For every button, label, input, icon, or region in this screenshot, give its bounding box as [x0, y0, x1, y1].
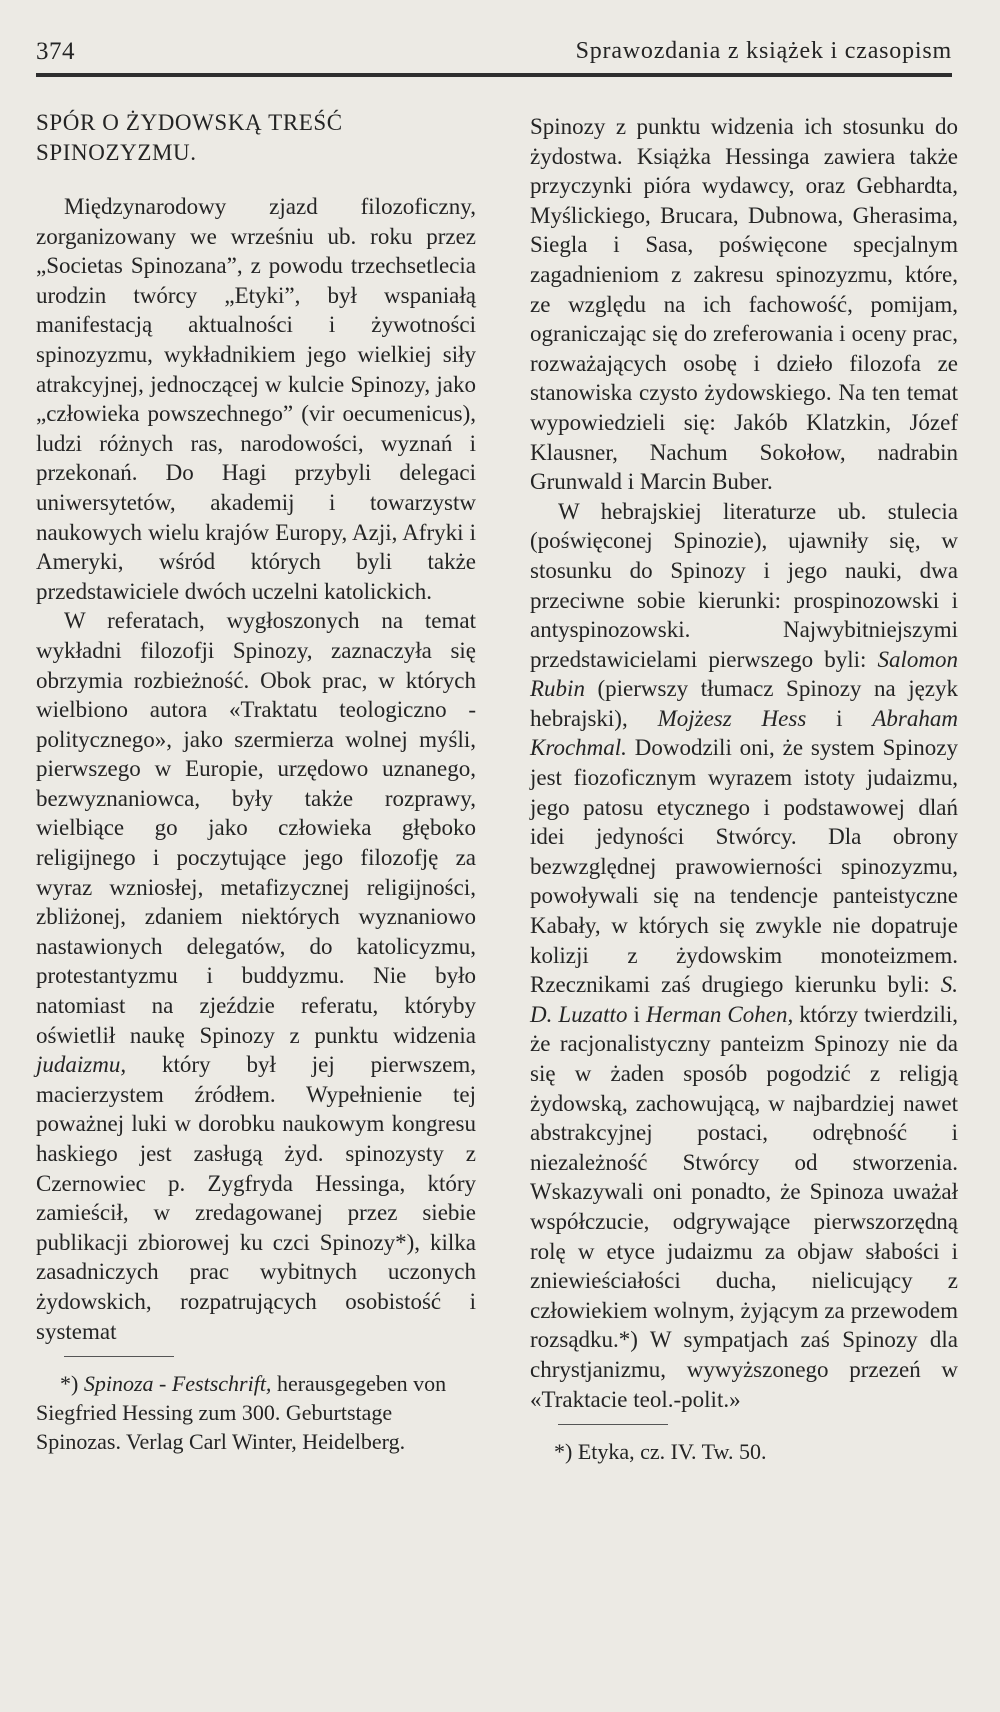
paragraph-4-text-b: (pierwszy tłumacz Spinozy na język hebrajski),	[530, 676, 958, 731]
footnote-right	[530, 1437, 958, 1466]
paragraph-4-text-c: i	[806, 705, 873, 731]
footnote-left	[36, 1369, 476, 1456]
name-salomon-rubin: Salomon Rubin	[530, 646, 958, 702]
article-title-line-1: SPÓR O ŻYDOWSKĄ TREŚĆ	[36, 110, 343, 135]
name-mojzesz-hess: Mojżesz Hess	[657, 705, 807, 731]
footnote-left-mark: *)	[60, 1371, 79, 1397]
footnote-left-italic: Spinoza - Festschrift,	[83, 1371, 272, 1397]
paragraph-1: Międzynarodowy zjazd filozoficzny, zorganizowany we wrześniu ub. roku przez „Societas Spinozana”, z powodu trzechsetlecia urodzin twórcy „Etyki”, był wspaniałą manifestacją aktualności i żywotności spinozyzmu, wykładnikiem jego wielkiej siły atrakcyjnej, jednoczącej w kulcie Spinozy, jako „człowieka powszechnego” (vir oecumenicus), ludzi różnych ras, narodowości, wyznań i przekonań. Do Hagi przybyli delegaci uniwersytetów, akademij i towarzystw naukowych wielu krajów Europy, Azji, Afryki i Ameryki, wśród których byli także przedstawiciele dwóch uczelni katolickich.	[36, 194, 476, 604]
name-abraham-krochmal: Abraham Krochmal.	[530, 705, 958, 761]
paragraph-4	[530, 497, 958, 1414]
footnote-rule-right	[558, 1424, 668, 1425]
paragraph-2-text-a: W referatach, wygłoszonych na temat wykładni filozofji Spinozy, zaznaczyła się obrzymia rozbieżność. Obok prac, w których wielbiono autora «Traktatu teologiczno - politycznego», jako szermierza wolnej myśli, pierwszego w Europie, urzędowo uznanego, bezwyznaniowca, były także rozprawy, wielbiące go jako człowieka głęboko religijnego i poczytujące jego filozofję za wyraz wzniosłej, metafizycznej religijności, zbliżonej, zdaniem niektórych wyznaniowo nastawionych delegatów, do katolicyzmu, protestantyzmu i buddyzmu. Nie było natomiast na zjeździe referatu, któryby oświetlił naukę Spinozy z punktu widzenia	[36, 608, 476, 1048]
paragraph-3: Spinozy z punktu widzenia ich stosunku do żydostwa. Książka Hessinga zawiera także przyczynki pióra wydawcy, oraz Gebhardta, Myślickiego, Brucara, Dubnowa, Gherasima, Siegla i Sasa, poświęcone specjalnym zagadnieniom z zakresu spinozyzmu, które, ze względu na ich fachowość, pomijam, ograniczając się do zreferowania i oceny prac, rozważających osobę i dzieło filozofa ze stanowiska czysto żydowskiego. Na ten temat wypowiedzieli się: Jakób Klatzkin, Józef Klausner, Nachum Sokołow, nadrabin Grunwald i Marcin Buber.	[530, 114, 958, 495]
page-number: 374	[36, 38, 75, 65]
article-title	[36, 108, 476, 168]
paragraph-4-text-a: W hebrajskiej literaturze ub. stulecia (poświęconej Spinozie), ujawniły się, w stosunku do Spinozy i jego nauki, dwa przeciwne sobie kierunki: prospinozowski i antyspinozowski. Najwybitniejszymi przedstawicielami pierwszego byli:	[530, 498, 958, 672]
running-title: Sprawozdania z książek i czasopism	[575, 38, 952, 64]
footnote-rule-left	[64, 1356, 174, 1357]
paragraph-2-text-b: który był jej pierwszem, macierzystem źródłem. Wypełnienie tej poważnej luki w dorobku naukowym kongresu haskiego jest zasługą żyd. spinozysty z Czernowiec p. Zygfryda Hessinga, który zamieścił, w zredagowanej przez siebie publikacji zbiorowej ku czci Spinozy*), kilka zasadniczych prac wybitnych uczonych żydowskich, rozpatrujących osobistość i systemat	[36, 1052, 476, 1344]
article-title-line-2: SPINOZYZMU.	[36, 140, 197, 165]
footnote-left-text: herausgegeben von Siegfried Hessing zum 300. Geburtstage Spinozas. Verlag Carl Winter, Heidelberg.	[36, 1371, 447, 1455]
paragraph-4-text-d: Dowodzili oni, że system Spinozy jest fiozoficznym wyrazem istoty judaizmu, jego patosu etycznego i podstawowej dlań idei jedyności Stwórcy. Dla obrony bezwzględnej prawowierności spinozyzmu, powoływali się na tendencje panteistyczne Kabały, w których się zwykle nie dopatruje kolizji z żydowskim monoteizmem. Rzecznikami zaś drugiego kierunku byli:	[530, 735, 958, 998]
paragraph-2-italic: judaizmu,	[36, 1052, 127, 1078]
left-column	[36, 108, 476, 1456]
name-luzatto: S. D. Luzatto	[530, 972, 958, 1027]
header-rule	[36, 73, 952, 77]
name-herman-cohen: Herman Cohen,	[645, 1001, 794, 1027]
right-column	[530, 112, 958, 1466]
paragraph-4-text-f: którzy twierdzili, że racjonalistyczny panteizm Spinozy nie da się w żaden sposób pogodzić z religją żydowską, zachowującą, w najbardziej nawet abstrakcyjnej postaci, odrębność i niezależność Stwórcy od stworzenia. Wskazywali oni ponadto, że Spinoza uważał współczucie, odgrywające pierwszorzędną rolę w etyce judaizmu za objaw słabości i zniewieściałości ducha, nielicujący z człowiekiem wolnym, żyjącym za przewodem rozsądku.*) W sympatjach zaś Spinozy dla chrystjanizmu, wywyższonego przezeń w «Traktacie teol.-polit.»	[530, 1001, 958, 1412]
paragraph-2	[36, 606, 476, 1346]
footnote-right-mark: *)	[554, 1439, 573, 1465]
page-header	[36, 38, 952, 78]
footnote-right-text: Etyka, cz. IV. Tw. 50.	[572, 1439, 767, 1465]
paragraph-4-text-e: i	[627, 1001, 646, 1027]
